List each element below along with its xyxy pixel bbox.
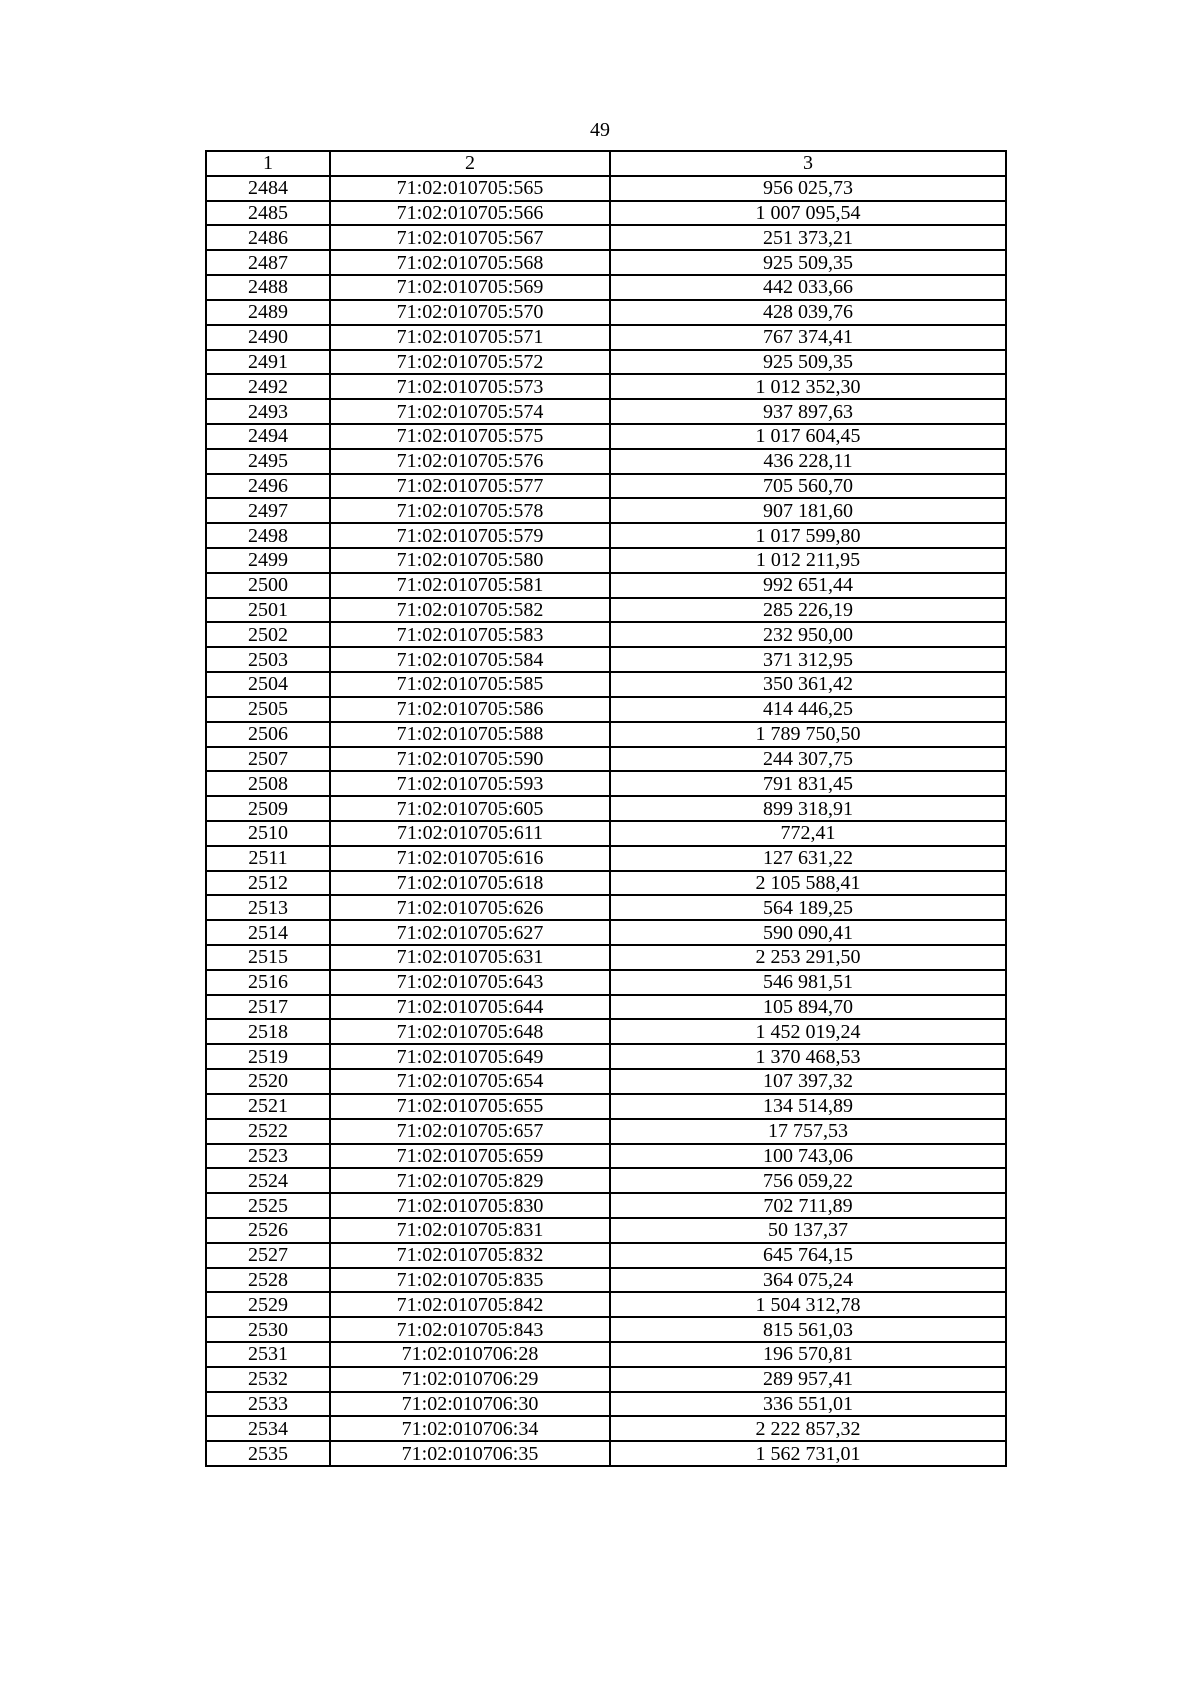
table-row (206, 846, 1006, 871)
cadastral-value-cell: 428 039,76 (610, 300, 1006, 325)
table-row (206, 201, 1006, 226)
cadastral-number-cell: 71:02:010706:30 (330, 1392, 610, 1417)
row-number-cell: 2518 (206, 1019, 330, 1044)
table-row (206, 1144, 1006, 1169)
table-row (206, 995, 1006, 1020)
cadastral-value-cell: 1 017 599,80 (610, 523, 1006, 548)
cadastral-value-cell: 350 361,42 (610, 672, 1006, 697)
cadastral-number-cell: 71:02:010705:574 (330, 399, 610, 424)
cadastral-number-cell: 71:02:010705:593 (330, 771, 610, 796)
cadastral-value-cell: 196 570,81 (610, 1342, 1006, 1367)
cadastre-value-table (205, 150, 1007, 1467)
cadastral-value-cell: 1 789 750,50 (610, 722, 1006, 747)
cadastral-number-cell: 71:02:010705:571 (330, 325, 610, 350)
table-row (206, 945, 1006, 970)
cadastral-number-cell: 71:02:010705:565 (330, 176, 610, 201)
row-number-cell: 2502 (206, 622, 330, 647)
cadastral-number-cell: 71:02:010705:835 (330, 1268, 610, 1293)
row-number-cell: 2500 (206, 573, 330, 598)
row-number-cell: 2503 (206, 647, 330, 672)
cadastral-number-cell: 71:02:010705:657 (330, 1119, 610, 1144)
row-number-cell: 2495 (206, 449, 330, 474)
row-number-cell: 2526 (206, 1218, 330, 1243)
table-row (206, 275, 1006, 300)
cadastral-value-cell: 1 012 352,30 (610, 374, 1006, 399)
table-row (206, 1193, 1006, 1218)
cadastral-value-cell: 907 181,60 (610, 498, 1006, 523)
row-number-cell: 2507 (206, 747, 330, 772)
cadastral-value-cell: 50 137,37 (610, 1218, 1006, 1243)
cadastral-value-cell: 1 452 019,24 (610, 1019, 1006, 1044)
row-number-cell: 2529 (206, 1292, 330, 1317)
table-row (206, 1392, 1006, 1417)
cadastral-value-cell: 336 551,01 (610, 1392, 1006, 1417)
cadastral-value-cell: 127 631,22 (610, 846, 1006, 871)
table-row (206, 1317, 1006, 1342)
cadastral-number-cell: 71:02:010705:586 (330, 697, 610, 722)
table-row (206, 622, 1006, 647)
cadastral-number-cell: 71:02:010705:584 (330, 647, 610, 672)
row-number-cell: 2532 (206, 1367, 330, 1392)
row-number-cell: 2513 (206, 895, 330, 920)
table-row (206, 474, 1006, 499)
cadastral-number-cell: 71:02:010705:570 (330, 300, 610, 325)
row-number-cell: 2498 (206, 523, 330, 548)
table-row (206, 399, 1006, 424)
cadastral-value-cell: 2 105 588,41 (610, 871, 1006, 896)
table-row (206, 424, 1006, 449)
row-number-cell: 2508 (206, 771, 330, 796)
cadastral-value-cell: 1 504 312,78 (610, 1292, 1006, 1317)
table-row (206, 920, 1006, 945)
table-row (206, 796, 1006, 821)
cadastral-value-cell: 925 509,35 (610, 250, 1006, 275)
cadastral-number-cell: 71:02:010706:28 (330, 1342, 610, 1367)
cadastral-value-cell: 364 075,24 (610, 1268, 1006, 1293)
cadastral-value-cell: 289 957,41 (610, 1367, 1006, 1392)
table-row (206, 821, 1006, 846)
table-row (206, 1367, 1006, 1392)
row-number-cell: 2515 (206, 945, 330, 970)
cadastral-number-cell: 71:02:010705:582 (330, 598, 610, 623)
table-row (206, 1268, 1006, 1293)
cadastral-number-cell: 71:02:010705:583 (330, 622, 610, 647)
table-body (206, 151, 1006, 1466)
table-row (206, 498, 1006, 523)
table-row (206, 722, 1006, 747)
row-number-cell: 2497 (206, 498, 330, 523)
table-row (206, 895, 1006, 920)
table-row (206, 598, 1006, 623)
cadastral-number-cell: 71:02:010705:618 (330, 871, 610, 896)
cadastral-value-cell: 436 228,11 (610, 449, 1006, 474)
table-row (206, 225, 1006, 250)
table-row (206, 1292, 1006, 1317)
cadastral-value-cell: 1 562 731,01 (610, 1441, 1006, 1466)
cadastral-number-cell: 71:02:010705:566 (330, 201, 610, 226)
cadastral-value-cell: 2 222 857,32 (610, 1416, 1006, 1441)
cadastral-value-cell: 1 017 604,45 (610, 424, 1006, 449)
row-number-cell: 2490 (206, 325, 330, 350)
cadastral-number-cell: 71:02:010705:590 (330, 747, 610, 772)
table-row (206, 523, 1006, 548)
cadastral-value-cell: 1 007 095,54 (610, 201, 1006, 226)
row-number-cell: 2499 (206, 548, 330, 573)
row-number-cell: 2504 (206, 672, 330, 697)
cadastral-number-cell: 71:02:010705:843 (330, 1317, 610, 1342)
table-row (206, 374, 1006, 399)
cadastral-number-cell: 71:02:010705:648 (330, 1019, 610, 1044)
row-number-cell: 2530 (206, 1317, 330, 1342)
row-number-cell: 2512 (206, 871, 330, 896)
row-number-cell: 2511 (206, 846, 330, 871)
row-number-cell: 2488 (206, 275, 330, 300)
table-row (206, 1168, 1006, 1193)
cadastral-value-cell: 442 033,66 (610, 275, 1006, 300)
cadastral-value-cell: 937 897,63 (610, 399, 1006, 424)
table-row (206, 300, 1006, 325)
cadastral-value-cell: 414 446,25 (610, 697, 1006, 722)
cadastral-number-cell: 71:02:010705:572 (330, 350, 610, 375)
table-row (206, 1441, 1006, 1466)
cadastral-value-cell: 371 312,95 (610, 647, 1006, 672)
table-row (206, 350, 1006, 375)
table-row (206, 573, 1006, 598)
header-col-3: 3 (610, 151, 1006, 176)
cadastral-number-cell: 71:02:010706:29 (330, 1367, 610, 1392)
table-row (206, 871, 1006, 896)
row-number-cell: 2523 (206, 1144, 330, 1169)
cadastral-number-cell: 71:02:010705:644 (330, 995, 610, 1020)
row-number-cell: 2514 (206, 920, 330, 945)
cadastral-number-cell: 71:02:010705:831 (330, 1218, 610, 1243)
cadastral-value-cell: 100 743,06 (610, 1144, 1006, 1169)
row-number-cell: 2484 (206, 176, 330, 201)
table-row (206, 176, 1006, 201)
table-row (206, 1119, 1006, 1144)
row-number-cell: 2493 (206, 399, 330, 424)
cadastral-value-cell: 702 711,89 (610, 1193, 1006, 1218)
cadastral-value-cell: 791 831,45 (610, 771, 1006, 796)
row-number-cell: 2535 (206, 1441, 330, 1466)
cadastral-value-cell: 251 373,21 (610, 225, 1006, 250)
cadastral-number-cell: 71:02:010705:588 (330, 722, 610, 747)
cadastral-number-cell: 71:02:010705:616 (330, 846, 610, 871)
row-number-cell: 2506 (206, 722, 330, 747)
row-number-cell: 2501 (206, 598, 330, 623)
cadastral-value-cell: 992 651,44 (610, 573, 1006, 598)
row-number-cell: 2510 (206, 821, 330, 846)
cadastral-number-cell: 71:02:010705:832 (330, 1243, 610, 1268)
cadastral-number-cell: 71:02:010705:830 (330, 1193, 610, 1218)
cadastral-number-cell: 71:02:010705:585 (330, 672, 610, 697)
table-row (206, 1069, 1006, 1094)
cadastral-value-cell: 645 764,15 (610, 1243, 1006, 1268)
table-row (206, 1218, 1006, 1243)
table-row (206, 250, 1006, 275)
cadastral-number-cell: 71:02:010705:605 (330, 796, 610, 821)
cadastral-value-cell: 815 561,03 (610, 1317, 1006, 1342)
row-number-cell: 2519 (206, 1044, 330, 1069)
row-number-cell: 2531 (206, 1342, 330, 1367)
cadastral-number-cell: 71:02:010706:35 (330, 1441, 610, 1466)
cadastral-value-cell: 107 397,32 (610, 1069, 1006, 1094)
table-row (206, 697, 1006, 722)
cadastral-value-cell: 546 981,51 (610, 970, 1006, 995)
row-number-cell: 2534 (206, 1416, 330, 1441)
row-number-cell: 2505 (206, 697, 330, 722)
cadastral-value-cell: 244 307,75 (610, 747, 1006, 772)
table-row (206, 1243, 1006, 1268)
page-number: 49 (590, 119, 610, 141)
row-number-cell: 2486 (206, 225, 330, 250)
table-row (206, 1019, 1006, 1044)
table-row (206, 771, 1006, 796)
cadastral-number-cell: 71:02:010705:568 (330, 250, 610, 275)
table-row (206, 548, 1006, 573)
cadastral-number-cell: 71:02:010705:631 (330, 945, 610, 970)
cadastral-number-cell: 71:02:010705:626 (330, 895, 610, 920)
cadastral-number-cell: 71:02:010705:578 (330, 498, 610, 523)
row-number-cell: 2521 (206, 1094, 330, 1119)
cadastral-value-cell: 105 894,70 (610, 995, 1006, 1020)
row-number-cell: 2509 (206, 796, 330, 821)
row-number-cell: 2516 (206, 970, 330, 995)
cadastral-number-cell: 71:02:010705:581 (330, 573, 610, 598)
row-number-cell: 2491 (206, 350, 330, 375)
table-row (206, 1416, 1006, 1441)
cadastral-value-cell: 925 509,35 (610, 350, 1006, 375)
cadastral-value-cell: 232 950,00 (610, 622, 1006, 647)
cadastral-value-cell: 2 253 291,50 (610, 945, 1006, 970)
cadastral-number-cell: 71:02:010705:579 (330, 523, 610, 548)
table-row (206, 1094, 1006, 1119)
row-number-cell: 2489 (206, 300, 330, 325)
table-row (206, 1342, 1006, 1367)
cadastral-value-cell: 956 025,73 (610, 176, 1006, 201)
cadastral-number-cell: 71:02:010705:842 (330, 1292, 610, 1317)
cadastral-number-cell: 71:02:010705:655 (330, 1094, 610, 1119)
cadastral-value-cell: 1 370 468,53 (610, 1044, 1006, 1069)
header-col-1: 1 (206, 151, 330, 176)
row-number-cell: 2517 (206, 995, 330, 1020)
row-number-cell: 2520 (206, 1069, 330, 1094)
row-number-cell: 2487 (206, 250, 330, 275)
table-row (206, 1044, 1006, 1069)
cadastral-number-cell: 71:02:010705:575 (330, 424, 610, 449)
cadastral-value-cell: 1 012 211,95 (610, 548, 1006, 573)
row-number-cell: 2524 (206, 1168, 330, 1193)
cadastral-number-cell: 71:02:010705:580 (330, 548, 610, 573)
cadastral-number-cell: 71:02:010705:577 (330, 474, 610, 499)
table-row (206, 672, 1006, 697)
cadastral-number-cell: 71:02:010705:567 (330, 225, 610, 250)
cadastral-value-cell: 772,41 (610, 821, 1006, 846)
cadastral-value-cell: 134 514,89 (610, 1094, 1006, 1119)
cadastral-number-cell: 71:02:010706:34 (330, 1416, 610, 1441)
cadastral-value-cell: 590 090,41 (610, 920, 1006, 945)
cadastral-number-cell: 71:02:010705:829 (330, 1168, 610, 1193)
cadastral-value-cell: 899 318,91 (610, 796, 1006, 821)
cadastral-number-cell: 71:02:010705:611 (330, 821, 610, 846)
header-col-2: 2 (330, 151, 610, 176)
cadastral-number-cell: 71:02:010705:627 (330, 920, 610, 945)
table-row (206, 647, 1006, 672)
cadastral-number-cell: 71:02:010705:643 (330, 970, 610, 995)
cadastral-value-cell: 285 226,19 (610, 598, 1006, 623)
cadastral-value-cell: 705 560,70 (610, 474, 1006, 499)
row-number-cell: 2533 (206, 1392, 330, 1417)
row-number-cell: 2525 (206, 1193, 330, 1218)
cadastral-number-cell: 71:02:010705:573 (330, 374, 610, 399)
cadastral-value-cell: 767 374,41 (610, 325, 1006, 350)
cadastral-value-cell: 756 059,22 (610, 1168, 1006, 1193)
row-number-cell: 2492 (206, 374, 330, 399)
row-number-cell: 2496 (206, 474, 330, 499)
cadastral-number-cell: 71:02:010705:569 (330, 275, 610, 300)
cadastral-value-cell: 17 757,53 (610, 1119, 1006, 1144)
row-number-cell: 2485 (206, 201, 330, 226)
row-number-cell: 2522 (206, 1119, 330, 1144)
cadastral-value-cell: 564 189,25 (610, 895, 1006, 920)
table-row (206, 449, 1006, 474)
cadastral-number-cell: 71:02:010705:576 (330, 449, 610, 474)
row-number-cell: 2494 (206, 424, 330, 449)
table-row (206, 325, 1006, 350)
cadastral-number-cell: 71:02:010705:654 (330, 1069, 610, 1094)
table-row (206, 970, 1006, 995)
cadastral-number-cell: 71:02:010705:649 (330, 1044, 610, 1069)
cadastral-number-cell: 71:02:010705:659 (330, 1144, 610, 1169)
table-row (206, 747, 1006, 772)
table-header-row (206, 151, 1006, 176)
row-number-cell: 2528 (206, 1268, 330, 1293)
row-number-cell: 2527 (206, 1243, 330, 1268)
